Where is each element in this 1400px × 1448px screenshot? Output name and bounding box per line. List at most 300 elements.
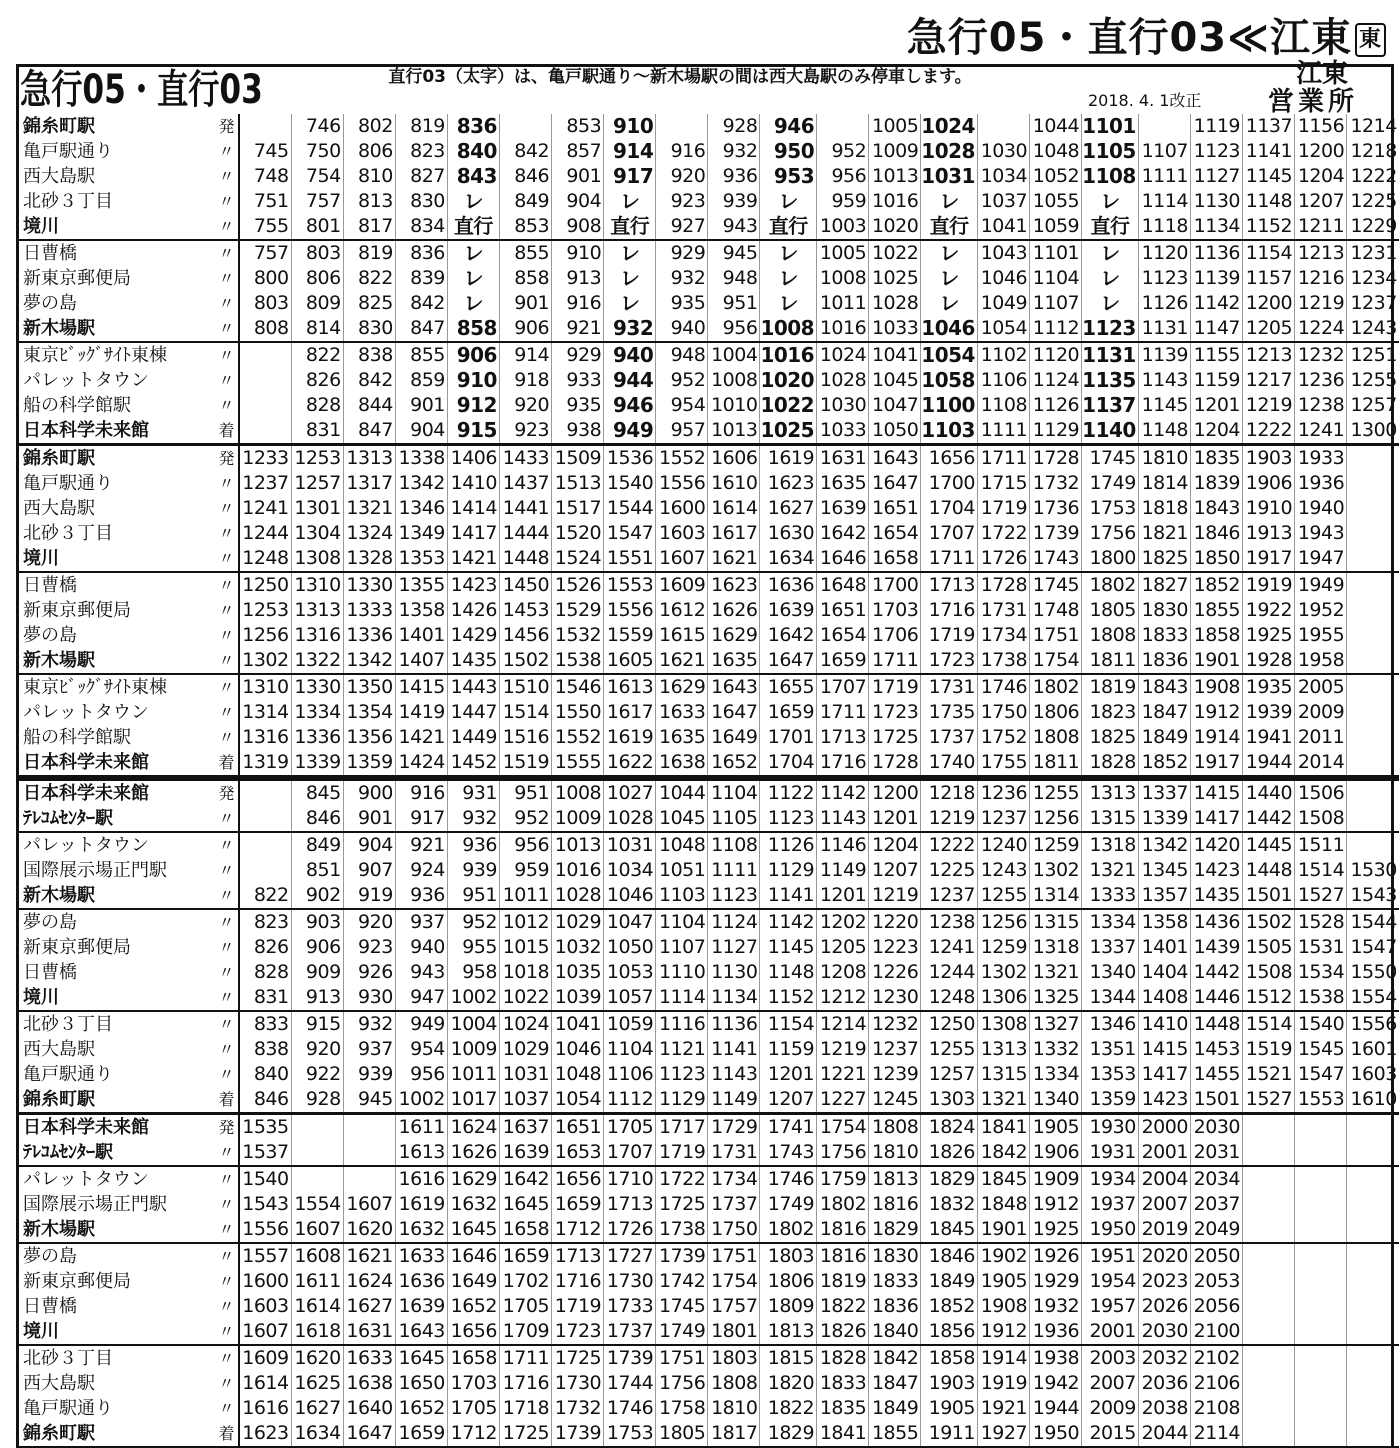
table-row bbox=[19, 445, 1399, 472]
time-cell: 1028 bbox=[552, 883, 604, 909]
time-cell: 1207 bbox=[1295, 189, 1347, 214]
time-cell: 900 bbox=[343, 778, 395, 806]
time-cell: 1527 bbox=[1295, 883, 1347, 909]
time-cell: 1423 bbox=[447, 572, 499, 598]
time-cell: 1404 bbox=[1138, 960, 1190, 985]
time-cell: 1156 bbox=[1295, 114, 1347, 139]
table-row bbox=[19, 496, 1399, 521]
time-cell: 1148 bbox=[1138, 418, 1190, 445]
time-cell: 1108 bbox=[708, 832, 760, 858]
time-cell: 1711 bbox=[869, 648, 921, 674]
time-cell bbox=[1243, 1396, 1295, 1421]
time-cell: 836 bbox=[447, 114, 499, 139]
time-cell: 800 bbox=[239, 266, 291, 291]
time-cell: 1439 bbox=[1190, 935, 1242, 960]
time-cell: 1607 bbox=[239, 1319, 291, 1345]
station-name: 東京ﾋﾞｯｸﾞｻｲﾄ東棟 bbox=[19, 342, 215, 368]
time-cell: 1154 bbox=[1243, 240, 1295, 266]
time-cell: 813 bbox=[343, 189, 395, 214]
time-cell: 1613 bbox=[395, 1140, 447, 1166]
time-cell: 1121 bbox=[656, 1037, 708, 1062]
station-name: 東京ﾋﾞｯｸﾞｻｲﾄ東棟 bbox=[19, 674, 215, 700]
station-name: 北砂３丁目 bbox=[19, 1011, 215, 1037]
time-cell: 918 bbox=[499, 368, 551, 393]
time-cell: 1357 bbox=[1138, 883, 1190, 909]
time-cell: 1925 bbox=[1030, 1217, 1082, 1243]
time-cell: 846 bbox=[291, 806, 343, 832]
time-cell: 920 bbox=[343, 909, 395, 935]
time-cell: 1647 bbox=[869, 471, 921, 496]
time-cell: 2056 bbox=[1190, 1294, 1242, 1319]
time-cell: 1639 bbox=[395, 1294, 447, 1319]
time-cell: 1810 bbox=[869, 1140, 921, 1166]
time-cell: 952 bbox=[817, 139, 869, 164]
time-cell: 1743 bbox=[760, 1140, 817, 1166]
time-cell bbox=[1347, 750, 1399, 778]
time-cell: 1651 bbox=[817, 598, 869, 623]
time-cell: 1024 bbox=[921, 114, 978, 139]
time-cell: 1937 bbox=[1082, 1192, 1139, 1217]
departure-arrival-mark: 〃 bbox=[215, 909, 239, 935]
time-cell: 913 bbox=[552, 266, 604, 291]
time-cell: 1010 bbox=[708, 393, 760, 418]
time-cell: 1906 bbox=[1030, 1140, 1082, 1166]
time-cell: 1321 bbox=[977, 1087, 1029, 1114]
time-cell: 1930 bbox=[1082, 1114, 1139, 1141]
time-cell: 946 bbox=[760, 114, 817, 139]
time-cell: 1255 bbox=[977, 883, 1029, 909]
time-cell: 1756 bbox=[656, 1371, 708, 1396]
time-cell: 1106 bbox=[604, 1062, 656, 1087]
time-cell: 1944 bbox=[1030, 1396, 1082, 1421]
time-cell bbox=[1347, 648, 1399, 674]
time-cell: 1219 bbox=[921, 806, 978, 832]
time-cell bbox=[1295, 1114, 1347, 1141]
time-cell: 814 bbox=[291, 316, 343, 342]
time-cell: 819 bbox=[343, 240, 395, 266]
table-row bbox=[19, 778, 1399, 806]
time-cell: 1114 bbox=[656, 985, 708, 1011]
time-cell: 1609 bbox=[656, 572, 708, 598]
time-cell: 1617 bbox=[708, 521, 760, 546]
time-cell: 1414 bbox=[447, 496, 499, 521]
time-cell: 937 bbox=[343, 1037, 395, 1062]
station-name: 亀戸駅通り bbox=[23, 141, 113, 162]
time-cell: 1733 bbox=[604, 1294, 656, 1319]
departure-arrival-mark: 〃 bbox=[215, 189, 239, 214]
departure-arrival-mark: 〃 bbox=[215, 1294, 239, 1319]
time-cell: 1659 bbox=[760, 700, 817, 725]
station-name: 西大島駅 bbox=[23, 166, 95, 187]
table-row bbox=[19, 164, 1399, 189]
time-cell: 1123 bbox=[1138, 266, 1190, 291]
time-cell: 1800 bbox=[1082, 546, 1139, 572]
time-cell: 1011 bbox=[447, 1062, 499, 1087]
time-cell: 1756 bbox=[817, 1140, 869, 1166]
time-cell: 842 bbox=[499, 139, 551, 164]
time-cell bbox=[239, 832, 291, 858]
time-cell: 951 bbox=[708, 291, 760, 316]
time-cell: 2015 bbox=[1082, 1421, 1139, 1447]
time-cell: レ bbox=[604, 266, 656, 291]
time-cell: 1809 bbox=[760, 1294, 817, 1319]
time-cell: 915 bbox=[291, 1011, 343, 1037]
time-cell: 1744 bbox=[604, 1371, 656, 1396]
time-cell: 1050 bbox=[604, 935, 656, 960]
time-cell: 1255 bbox=[1350, 369, 1397, 391]
time-cell: 1136 bbox=[1190, 240, 1242, 266]
time-cell: 1517 bbox=[552, 496, 604, 521]
time-cell: 1521 bbox=[1243, 1062, 1295, 1087]
time-cell: 1055 bbox=[1030, 189, 1082, 214]
station-name: 日本科学未来館 bbox=[19, 1114, 215, 1141]
time-cell: 1448 bbox=[1190, 1011, 1242, 1037]
time-cell: 956 bbox=[708, 316, 760, 342]
time-cell: 1103 bbox=[921, 418, 978, 445]
time-cell: 904 bbox=[343, 832, 395, 858]
time-cell: 1004 bbox=[447, 1011, 499, 1037]
departure-arrival-mark: 〃 bbox=[215, 139, 239, 164]
time-cell: 1429 bbox=[447, 623, 499, 648]
time-cell: 直行 bbox=[1082, 214, 1139, 240]
time-cell: 1739 bbox=[656, 1243, 708, 1269]
station-name: 国際展示場正門駅 bbox=[23, 860, 167, 881]
time-cell: 843 bbox=[447, 164, 499, 189]
time-cell: 909 bbox=[291, 960, 343, 985]
time-cell: 1808 bbox=[869, 1114, 921, 1141]
time-cell: 1716 bbox=[499, 1371, 551, 1396]
time-cell: 2044 bbox=[1138, 1421, 1190, 1447]
time-cell: 1711 bbox=[977, 445, 1029, 472]
time-cell: 1407 bbox=[395, 648, 447, 674]
time-cell: 1039 bbox=[552, 985, 604, 1011]
time-cell: 940 bbox=[395, 935, 447, 960]
time-cell: 1911 bbox=[921, 1421, 978, 1447]
time-cell: 1818 bbox=[1138, 496, 1190, 521]
time-cell: 956 bbox=[499, 832, 551, 858]
time-cell: 1044 bbox=[656, 778, 708, 806]
time-cell: 1104 bbox=[1030, 266, 1082, 291]
time-cell: 1629 bbox=[656, 674, 708, 700]
time-cell: 1824 bbox=[921, 1114, 978, 1141]
time-cell: 1833 bbox=[1138, 623, 1190, 648]
time-cell bbox=[239, 806, 291, 832]
departure-arrival-mark: 〃 bbox=[215, 342, 239, 368]
time-cell: 1723 bbox=[869, 700, 921, 725]
time-cell: 923 bbox=[656, 189, 708, 214]
time-cell: 1739 bbox=[552, 1421, 604, 1447]
time-cell: 1629 bbox=[708, 623, 760, 648]
departure-arrival-mark: 〃 bbox=[215, 598, 239, 623]
time-cell: 1656 bbox=[552, 1166, 604, 1192]
time-cell: 1344 bbox=[1082, 985, 1139, 1011]
time-cell: 1745 bbox=[1082, 445, 1139, 472]
time-cell bbox=[1347, 725, 1399, 750]
time-cell: 1130 bbox=[708, 960, 760, 985]
time-cell: 1131 bbox=[1082, 342, 1139, 368]
office-suffix: 営業所 bbox=[1267, 87, 1358, 117]
time-cell: 1328 bbox=[343, 546, 395, 572]
time-cell: レ bbox=[1082, 266, 1139, 291]
time-cell: 932 bbox=[343, 1011, 395, 1037]
time-cell: 1444 bbox=[499, 521, 551, 546]
time-cell: 1642 bbox=[760, 623, 817, 648]
time-cell: 1719 bbox=[869, 674, 921, 700]
time-cell: 1142 bbox=[1190, 291, 1242, 316]
time-cell: 1104 bbox=[708, 778, 760, 806]
station-name: 日曹橋 bbox=[19, 240, 215, 266]
time-cell: 845 bbox=[291, 778, 343, 806]
departure-arrival-mark: 〃 bbox=[215, 240, 239, 266]
time-cell: 1741 bbox=[760, 1114, 817, 1141]
time-cell: 1712 bbox=[552, 1217, 604, 1243]
time-cell: 1317 bbox=[343, 471, 395, 496]
time-cell bbox=[1347, 521, 1399, 546]
time-cell: 929 bbox=[656, 240, 708, 266]
table-row bbox=[19, 1114, 1399, 1141]
time-cell: 2001 bbox=[1082, 1319, 1139, 1345]
station-name: 日曹橋 bbox=[23, 1296, 77, 1317]
time-cell: 1758 bbox=[656, 1396, 708, 1421]
time-cell bbox=[1243, 1345, 1295, 1371]
time-cell: 1728 bbox=[869, 750, 921, 778]
time-cell: 1106 bbox=[977, 368, 1029, 393]
time-cell: 1027 bbox=[604, 778, 656, 806]
time-cell: 1330 bbox=[343, 572, 395, 598]
time-cell: 1122 bbox=[760, 778, 817, 806]
time-cell: 1538 bbox=[1295, 985, 1347, 1011]
time-cell: 1843 bbox=[1138, 674, 1190, 700]
table-row bbox=[19, 1087, 1399, 1114]
time-cell: 931 bbox=[447, 778, 499, 806]
time-cell: 806 bbox=[291, 266, 343, 291]
time-cell: 1840 bbox=[869, 1319, 921, 1345]
time-cell: 1627 bbox=[760, 496, 817, 521]
revision-date: 2018. 4. 1改正 bbox=[1088, 91, 1202, 110]
time-cell: 1013 bbox=[708, 418, 760, 445]
time-cell: 1707 bbox=[921, 521, 978, 546]
table-row bbox=[19, 598, 1399, 623]
time-cell: 1849 bbox=[921, 1269, 978, 1294]
time-cell: 1443 bbox=[447, 674, 499, 700]
time-cell: レ bbox=[760, 266, 817, 291]
time-cell: 1830 bbox=[869, 1243, 921, 1269]
time-cell: 920 bbox=[499, 393, 551, 418]
time-cell: 2005 bbox=[1295, 674, 1347, 700]
departure-arrival-mark: 〃 bbox=[215, 1140, 239, 1166]
time-cell bbox=[1347, 598, 1399, 623]
time-cell: 1852 bbox=[1190, 572, 1242, 598]
time-cell: 1759 bbox=[817, 1166, 869, 1192]
time-cell bbox=[1347, 1396, 1399, 1421]
time-cell: 915 bbox=[447, 418, 499, 445]
station-name: 船の科学館駅 bbox=[23, 395, 131, 416]
time-cell: 840 bbox=[447, 139, 499, 164]
time-cell: 1903 bbox=[1243, 445, 1295, 472]
table-row bbox=[19, 1140, 1399, 1166]
time-cell: 745 bbox=[239, 139, 291, 164]
time-cell: 833 bbox=[239, 1011, 291, 1037]
table-row bbox=[19, 985, 1399, 1011]
table-row bbox=[19, 240, 1399, 266]
time-cell: 921 bbox=[395, 832, 447, 858]
time-cell: 1921 bbox=[977, 1396, 1029, 1421]
time-cell bbox=[1347, 1269, 1399, 1294]
time-cell: 1732 bbox=[1030, 471, 1082, 496]
time-cell: 2001 bbox=[1138, 1140, 1190, 1166]
time-cell: 1257 bbox=[1350, 394, 1397, 416]
time-cell: 2100 bbox=[1190, 1319, 1242, 1345]
station-name: 西大島駅 bbox=[23, 1373, 95, 1394]
time-cell: 1034 bbox=[604, 858, 656, 883]
time-cell: 1207 bbox=[760, 1087, 817, 1114]
time-cell: 1145 bbox=[1243, 164, 1295, 189]
departure-arrival-mark: 〃 bbox=[215, 291, 239, 316]
time-cell: 1232 bbox=[1295, 342, 1347, 368]
time-cell: 1505 bbox=[1243, 935, 1295, 960]
time-cell bbox=[343, 1140, 395, 1166]
time-cell: 1905 bbox=[977, 1269, 1029, 1294]
time-cell: 1842 bbox=[869, 1345, 921, 1371]
time-cell: 1512 bbox=[1243, 985, 1295, 1011]
time-cell: 1936 bbox=[1295, 471, 1347, 496]
departure-arrival-mark: 〃 bbox=[215, 623, 239, 648]
time-cell: 1730 bbox=[604, 1269, 656, 1294]
time-cell: 1222 bbox=[921, 832, 978, 858]
time-cell: 1633 bbox=[343, 1345, 395, 1371]
time-cell: 1243 bbox=[977, 858, 1029, 883]
time-cell: 921 bbox=[552, 316, 604, 342]
departure-arrival-mark: 〃 bbox=[215, 266, 239, 291]
time-cell bbox=[1347, 1243, 1399, 1269]
time-cell: 1046 bbox=[977, 266, 1029, 291]
time-cell bbox=[1347, 572, 1399, 598]
time-cell bbox=[1347, 1140, 1399, 1166]
time-cell: 916 bbox=[656, 139, 708, 164]
table-row bbox=[19, 1345, 1399, 1371]
time-cell: 1253 bbox=[291, 445, 343, 472]
time-cell: 1237 bbox=[239, 471, 291, 496]
time-cell: レ bbox=[1082, 189, 1139, 214]
time-cell: 2003 bbox=[1082, 1345, 1139, 1371]
departure-arrival-mark: 着 bbox=[215, 1087, 239, 1114]
time-cell: 933 bbox=[552, 368, 604, 393]
time-cell: 1813 bbox=[869, 1166, 921, 1192]
time-cell: 954 bbox=[395, 1037, 447, 1062]
time-cell: 1131 bbox=[1138, 316, 1190, 342]
time-cell: 直行 bbox=[447, 214, 499, 240]
time-cell: 1833 bbox=[869, 1269, 921, 1294]
departure-arrival-mark: 〃 bbox=[215, 1345, 239, 1371]
time-cell: 1719 bbox=[977, 496, 1029, 521]
time-cell bbox=[1295, 1319, 1347, 1345]
time-cell: 1024 bbox=[817, 342, 869, 368]
time-cell: レ bbox=[1082, 240, 1139, 266]
time-cell: 1005 bbox=[817, 240, 869, 266]
time-cell: 1650 bbox=[395, 1371, 447, 1396]
time-cell: 1711 bbox=[817, 700, 869, 725]
time-cell: 1313 bbox=[977, 1037, 1029, 1062]
time-cell: 1646 bbox=[447, 1243, 499, 1269]
time-cell: 1703 bbox=[447, 1371, 499, 1396]
time-cell: 1813 bbox=[760, 1319, 817, 1345]
time-cell: 808 bbox=[239, 316, 291, 342]
time-cell: 1453 bbox=[1190, 1037, 1242, 1062]
time-cell: 1327 bbox=[1030, 1011, 1082, 1037]
time-cell: レ bbox=[604, 189, 656, 214]
time-cell: 830 bbox=[343, 316, 395, 342]
time-cell: 1217 bbox=[1243, 368, 1295, 393]
time-cell: 1738 bbox=[977, 648, 1029, 674]
time-cell: 1334 bbox=[291, 700, 343, 725]
departure-arrival-mark: 〃 bbox=[215, 832, 239, 858]
time-cell: 1630 bbox=[760, 521, 817, 546]
time-cell: 1723 bbox=[552, 1319, 604, 1345]
time-cell: 1236 bbox=[977, 778, 1029, 806]
table-row bbox=[19, 189, 1399, 214]
departure-arrival-mark: 〃 bbox=[215, 1243, 239, 1269]
time-cell: 755 bbox=[239, 214, 291, 240]
time-cell: 1218 bbox=[1350, 140, 1397, 162]
time-cell: 1528 bbox=[1295, 909, 1347, 935]
time-cell: 1633 bbox=[395, 1243, 447, 1269]
time-cell: 1045 bbox=[869, 368, 921, 393]
time-cell: 2011 bbox=[1295, 725, 1347, 750]
time-cell: 849 bbox=[499, 189, 551, 214]
time-cell: 1620 bbox=[291, 1345, 343, 1371]
time-cell: 1322 bbox=[291, 648, 343, 674]
station-name: 新東京郵便局 bbox=[23, 1271, 131, 1292]
time-cell: 827 bbox=[395, 164, 447, 189]
time-cell: 1241 bbox=[239, 496, 291, 521]
time-cell: レ bbox=[760, 240, 817, 266]
time-cell: 1129 bbox=[656, 1087, 708, 1114]
time-cell: 817 bbox=[343, 214, 395, 240]
station-name: パレットタウン bbox=[23, 370, 149, 391]
time-cell: 858 bbox=[499, 266, 551, 291]
time-cell: 1034 bbox=[977, 164, 1029, 189]
time-cell: 851 bbox=[291, 858, 343, 883]
time-cell: 2050 bbox=[1190, 1243, 1242, 1269]
time-cell: 1811 bbox=[1082, 648, 1139, 674]
time-cell: 1908 bbox=[977, 1294, 1029, 1319]
time-cell: 1159 bbox=[760, 1037, 817, 1062]
time-cell: 1415 bbox=[1138, 1037, 1190, 1062]
time-cell: 1004 bbox=[708, 342, 760, 368]
time-cell: 1659 bbox=[395, 1421, 447, 1447]
time-cell: 1712 bbox=[447, 1421, 499, 1447]
time-cell: 1647 bbox=[708, 700, 760, 725]
time-cell: 1735 bbox=[921, 700, 978, 725]
time-cell: 1008 bbox=[817, 266, 869, 291]
departure-arrival-mark: 〃 bbox=[215, 985, 239, 1011]
departure-arrival-mark: 〃 bbox=[215, 164, 239, 189]
time-cell: 1802 bbox=[760, 1217, 817, 1243]
time-cell: 1051 bbox=[656, 858, 708, 883]
time-cell: 1145 bbox=[1138, 393, 1190, 418]
time-cell: 1746 bbox=[604, 1396, 656, 1421]
timetable-grid bbox=[19, 114, 1399, 1448]
departure-arrival-mark: 〃 bbox=[215, 1062, 239, 1087]
time-cell: 923 bbox=[499, 418, 551, 445]
time-cell: 1044 bbox=[1030, 114, 1082, 139]
time-cell: 1046 bbox=[921, 316, 978, 342]
time-cell: 1043 bbox=[977, 240, 1029, 266]
time-cell: 1600 bbox=[239, 1269, 291, 1294]
time-cell bbox=[1243, 1192, 1295, 1217]
time-cell: 1734 bbox=[708, 1166, 760, 1192]
time-cell: 1903 bbox=[921, 1371, 978, 1396]
